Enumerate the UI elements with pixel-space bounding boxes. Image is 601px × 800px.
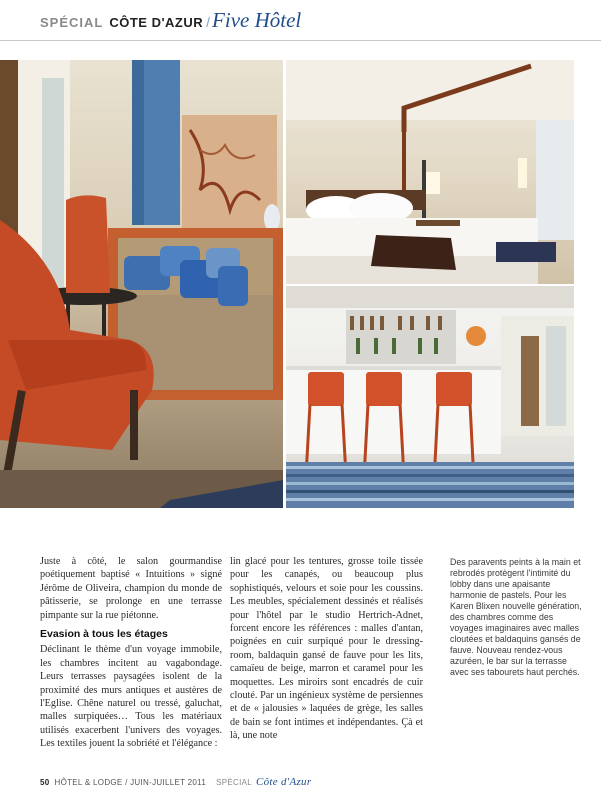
header-slash: / — [206, 14, 211, 30]
text-column-2 — [230, 555, 423, 743]
text-column-1 — [40, 555, 222, 751]
header-rule — [0, 40, 601, 41]
header-special: SPÉCIAL — [40, 15, 104, 30]
page-footer — [40, 776, 311, 788]
header-region: CÔTE D'AZUR — [109, 15, 204, 30]
photo-bar — [286, 286, 574, 508]
photo-caption: Des paravents peints à la main et rebrodés protègent l'intimité du lobby dans une apaisante harmonie de pastels. Pour les Karen Blixen nouvelle génération, des chambres comme des voyages imaginaires avec malles cloutées et baldaquins gansés de fauve. Nouveau rendez-vous azuréen, le bar sur la terrasse avec ses tabourets haut perchés. — [450, 557, 582, 677]
bedroom-illustration — [286, 60, 574, 284]
photo-lounge — [0, 60, 283, 508]
footer-special: SPÉCIAL — [216, 778, 252, 787]
running-header — [40, 8, 301, 36]
header-hotel-name: Five Hôtel — [212, 8, 302, 32]
lounge-illustration — [0, 60, 283, 508]
page-number: 50 — [40, 778, 50, 787]
section-heading: Evasion à tous les étages — [40, 628, 168, 641]
photo-bedroom — [286, 60, 574, 284]
intro-paragraph: Juste à côté, le salon gourmandise poétiquement baptisé « Intuitions » signé Jérôme de Oliveira, champion du monde de pâtisserie, se prolonge en une terrasse pimpante sur la rue piétonne. — [40, 556, 222, 621]
footer-cote: Côte d'Azur — [255, 776, 312, 788]
magazine-issue: HÔTEL & LODGE / JUIN-JUILLET 2011 — [54, 778, 207, 787]
bar-illustration — [286, 286, 574, 508]
body-paragraph-2: lin glacé pour les tentures, grosse toile tissée pour les canapés, ou beaucoup plus sophistiqués, velours et soie pour les coussins. Les meubles, spécialement dessinés et réalisés pour l'hôtel par le studio Hertrich-Adnet, forcent encore les références : malles d'antan, poignées en cuir surpiqué pour le dressing-room, baldaquin gansé de fauve pour les lits, camaïeu de beige, marron et caramel pour les moquettes. Les miroirs sont encadrés de cuir clouté. Par un ingénieux système de persiennes et de « jalousies » laquées de grège, les salles de bain se font intimes et indépendantes. Çà et là, une note — [230, 556, 423, 742]
body-paragraph-1: Déclinant le thème d'un voyage immobile, les chambres incitent au vagabondage. Leurs terrasses paysagées isolent de la proximité des murs antiques et austères de l'Eglise. Chêne naturel ou tressé, galuchat, malles surpiquées… Tous les matériaux utilisés exacerbent l'univers des voyages. Les textiles jouent la sobriété et l'élégance : — [40, 644, 222, 750]
